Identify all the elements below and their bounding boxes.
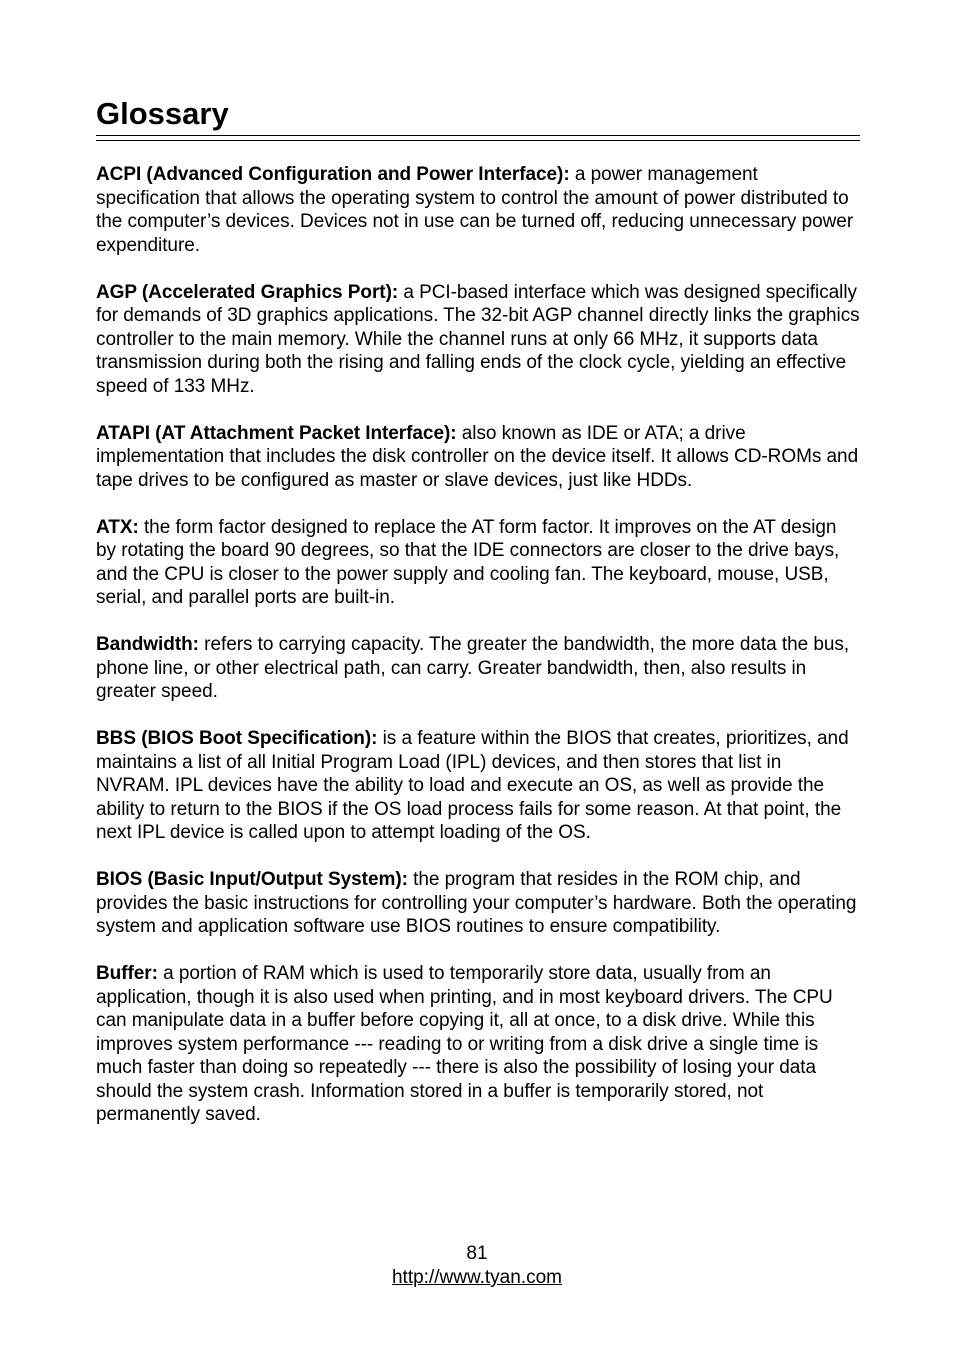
glossary-term: ATAPI (AT Attachment Packet Interface):: [96, 422, 457, 444]
page-title: Glossary: [96, 96, 229, 131]
glossary-entry-atx: [96, 516, 860, 610]
glossary-definition: a portion of RAM which is used to temporarily store data, usually from an application, though it is also used when printing, and in most keyboard drivers. The CPU can manipulate data in a buffer before copying it, all at once, to a disk drive. While this improves system performance --- reading to or writing from a disk drive a single time is much faster than doing so repeatedly --- there is also the possibility of losing your data should the system crash. Information stored in a buffer is temporarily stored, not permanently saved.: [96, 963, 833, 1125]
glossary-entry-bios: [96, 868, 860, 939]
glossary-entry-buffer: [96, 962, 860, 1127]
glossary-term: ATX:: [96, 516, 139, 538]
glossary-definition: is a feature within the BIOS that creates, prioritizes, and maintains a list of all Initial Program Load (IPL) devices, and then stores that list in NVRAM. IPL devices have the ability to load and execute an OS, as well as provide the ability to return to the BIOS if the OS load process fails for some reason. At that point, the next IPL device is called upon to attempt loading of the OS.: [96, 728, 849, 843]
footer: [0, 1266, 954, 1289]
glossary-term: BBS (BIOS Boot Specification):: [96, 728, 378, 749]
page-number: 81: [466, 1243, 488, 1264]
footer-url-link[interactable]: http://www.tyan.com: [391, 1267, 562, 1288]
glossary-entry-agp: [96, 281, 860, 399]
glossary-entry-acpi: [96, 163, 860, 257]
title-double-rule: [96, 135, 860, 141]
glossary-entry-bbs: [96, 727, 860, 845]
glossary-list: [96, 163, 860, 1150]
glossary-term: ACPI (Advanced Configuration and Power Interface):: [96, 164, 570, 185]
glossary-definition: refers to carrying capacity. The greater the bandwidth, the more data the bus, phone line, or other electrical path, can carry. Greater bandwidth, then, also results in greater speed.: [96, 634, 850, 702]
glossary-term: BIOS (Basic Input/Output System):: [96, 869, 408, 890]
glossary-definition: a power management specification that allows the operating system to control the amount of power distributed to the computer’s devices. Devices not in use can be turned off, reducing unnecessary power expenditure.: [96, 164, 854, 256]
glossary-definition: the form factor designed to replace the AT form factor. It improves on the AT design by rotating the board 90 degrees, so that the IDE connectors are closer to the drive bays, and the CPU is closer to the power supply and cooling fan. The keyboard, mouse, USB, serial, and parallel ports are built-in.: [96, 516, 840, 608]
glossary-definition: a PCI-based interface which was designed specifically for demands of 3D graphics applications. The 32-bit AGP channel directly links the graphics controller to the main memory. While the channel runs at only 66 MHz, it supports data transmission during both the rising and falling ends of the clock cycle, yielding an effective speed of 133 MHz.: [96, 281, 860, 397]
glossary-term: Buffer:: [96, 963, 158, 984]
glossary-entry-bandwidth: [96, 633, 860, 704]
glossary-term: Bandwidth:: [96, 634, 199, 655]
glossary-term: AGP (Accelerated Graphics Port):: [96, 281, 399, 303]
glossary-entry-atapi: [96, 422, 860, 493]
glossary-definition: the program that resides in the ROM chip, and provides the basic instructions for controlling your computer’s hardware. Both the operating system and application software use BIOS routines to ensure compatibility.: [96, 869, 857, 937]
glossary-definition: also known as IDE or ATA; a drive implementation that includes the disk controller on the device itself. It allows CD-ROMs and tape drives to be configured as master or slave devices, just like HDDs.: [96, 422, 859, 491]
